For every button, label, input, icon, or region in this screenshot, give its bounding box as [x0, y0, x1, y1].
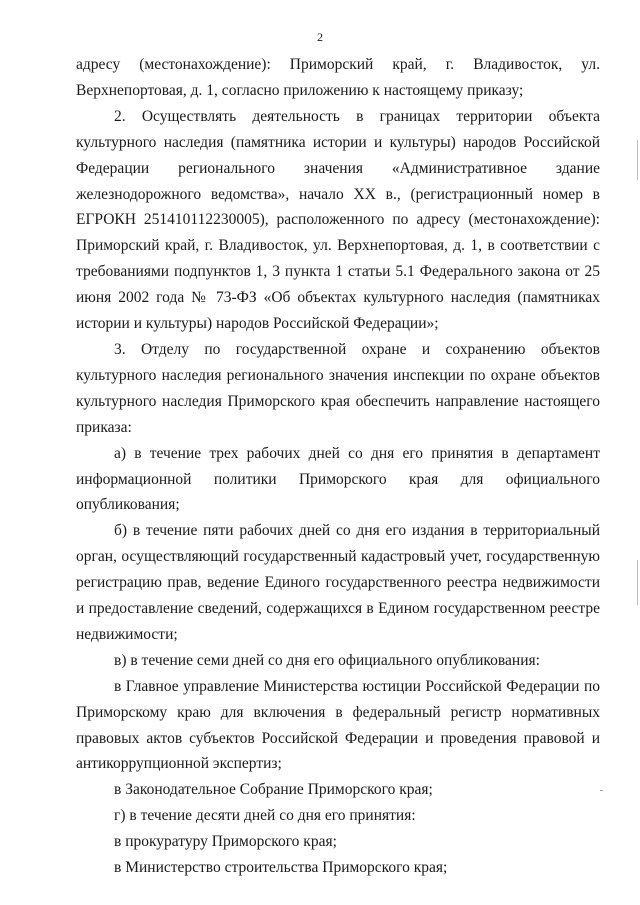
document-body: [76, 52, 600, 881]
paragraph-item-3: 3. Отделу по государственной охране и сохранению объектов культурного наследия регионального значения инспекции по охране объектов культурного наследия Приморского края обеспечить направление настоящего приказа:: [76, 340, 600, 436]
paragraph-continuation: адресу (местонахождение): Приморский край, г. Владивосток, ул. Верхнепортовая, д. 1, согласно приложению к настоящему приказу;: [76, 56, 600, 99]
scan-artifact: [600, 790, 603, 791]
page-number: 2: [317, 30, 323, 44]
paragraph-item-2: 2. Осуществлять деятельность в границах территории объекта культурного наследия (памятника истории и культуры) народов Российской Федерации регионального значения «Административное здание железнодорожного ведомства», начало XX в., (регистрационный номер в ЕГРОКН 251410112230005), расположенного по адресу (местонахождение): Приморский край, г. Владивосток, ул. Верхнепортовая, д. 1, в соответствии с требованиями подпунктов 1, 3 пункта 1 статьи 5.1 Федерального закона от 25 июня 2002 года № 73-ФЗ «Об объектах культурного наследия (памятниках истории и культуры) народов Российской Федерации»;: [76, 107, 600, 333]
recipient-legislative-assembly: в Законодательное Собрание Приморского края;: [114, 781, 433, 799]
subparagraph-g: г) в течение десяти дней со дня его принятия:: [114, 807, 416, 825]
recipient-justice-ministry: в Главное управление Министерства юстиции Российской Федерации по Приморскому краю для включения в федеральный регистр нормативных правовых актов субъектов Российской Федерации и проведения правовой и антикоррупционной экспертиз;: [76, 677, 600, 773]
recipient-construction-ministry: в Министерство строительства Приморского края;: [114, 859, 448, 877]
subparagraph-b: б) в течение пяти рабочих дней со дня его издания в территориальный орган, осуществляющий государственный кадастровый учет, государственную регистрацию прав, ведение Единого государственного реестра недвижимости и предоставление сведений, содержащихся в Едином государственном реестре недвижимости;: [76, 522, 600, 643]
subparagraph-v: в) в течение семи дней со дня его официального опубликования:: [114, 651, 540, 669]
scan-edge-mark: [637, 140, 638, 180]
scan-edge-mark: [637, 560, 638, 605]
recipient-prosecutor: в прокуратуру Приморского края;: [114, 833, 337, 851]
subparagraph-a: а) в течение трех рабочих дней со дня его принятия в департамент информационной политики Приморского края для официального опубликования;: [76, 444, 600, 514]
